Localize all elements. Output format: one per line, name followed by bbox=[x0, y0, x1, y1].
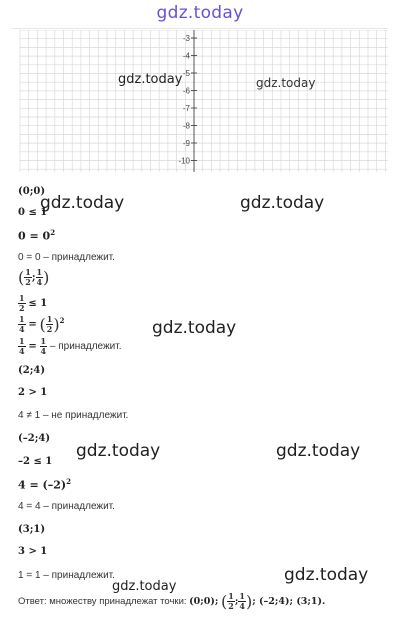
y-tick-label: -8 bbox=[182, 121, 190, 131]
result: 0 = 0 – принадлежит. bbox=[18, 252, 115, 263]
point-label: (0;0) bbox=[18, 186, 46, 197]
equation: $\frac{1}{4}$ = ( $\frac{1}{2}$ )$^2$ bbox=[19, 314, 65, 334]
watermark: gdz.today bbox=[118, 72, 183, 87]
result: $\frac{1}{4}$ = $\frac{1}{4}$ – принадлежит. bbox=[19, 336, 122, 356]
watermark: gdz.today bbox=[40, 193, 125, 213]
result: 1 = 1 – принадлежит. bbox=[18, 570, 115, 581]
y-tick-label: -3 bbox=[182, 34, 190, 43]
watermark: gdz.today bbox=[284, 565, 369, 585]
y-tick-label: -4 bbox=[182, 51, 190, 61]
y-tick-label: -5 bbox=[182, 69, 190, 78]
equation: $0 = 0^2$ bbox=[18, 228, 56, 243]
equation: $4 = (-2)^2$ bbox=[18, 477, 71, 492]
inequality: 2 > 1 bbox=[18, 387, 48, 398]
result: 4 ≠ 1 – не принадлежит. bbox=[18, 410, 129, 421]
coordinate-grid bbox=[0, 30, 400, 178]
watermark: gdz.today bbox=[112, 579, 177, 594]
watermark: gdz.today bbox=[152, 318, 237, 338]
watermark: gdz.today bbox=[76, 441, 161, 461]
site-logo[interactable]: gdz.today bbox=[156, 3, 244, 23]
header-divider bbox=[12, 28, 388, 29]
answer-line: Ответ: множеству принадлежат точки: (0;0); ( $\frac{1}{2}$ ; $\frac{1}{4}$ ); (–2;4); (3;1). bbox=[18, 591, 326, 611]
y-tick-label: -9 bbox=[182, 139, 190, 148]
y-tick-label: -6 bbox=[182, 86, 190, 96]
point-label: (3;1) bbox=[18, 524, 46, 535]
point-label: (2;4) bbox=[18, 365, 46, 376]
gridlines bbox=[20, 30, 388, 172]
y-tick-label: -7 bbox=[182, 104, 190, 113]
watermark: gdz.today bbox=[240, 193, 325, 213]
point-label: ( $\frac{1}{2}$ ; $\frac{1}{4}$ ) bbox=[18, 267, 50, 287]
watermark: gdz.today bbox=[256, 76, 316, 90]
inequality: 0 ≤ 1 bbox=[18, 207, 48, 218]
watermark: gdz.today bbox=[276, 441, 361, 461]
y-tick-label: -10 bbox=[178, 156, 190, 166]
inequality: $\frac{1}{2}$ ≤ 1 bbox=[19, 293, 48, 313]
inequality: 3 > 1 bbox=[18, 546, 48, 557]
point-label: (–2;4) bbox=[18, 433, 51, 444]
result: 4 = 4 – принадлежит. bbox=[18, 501, 115, 512]
inequality: –2 ≤ 1 bbox=[18, 456, 53, 467]
